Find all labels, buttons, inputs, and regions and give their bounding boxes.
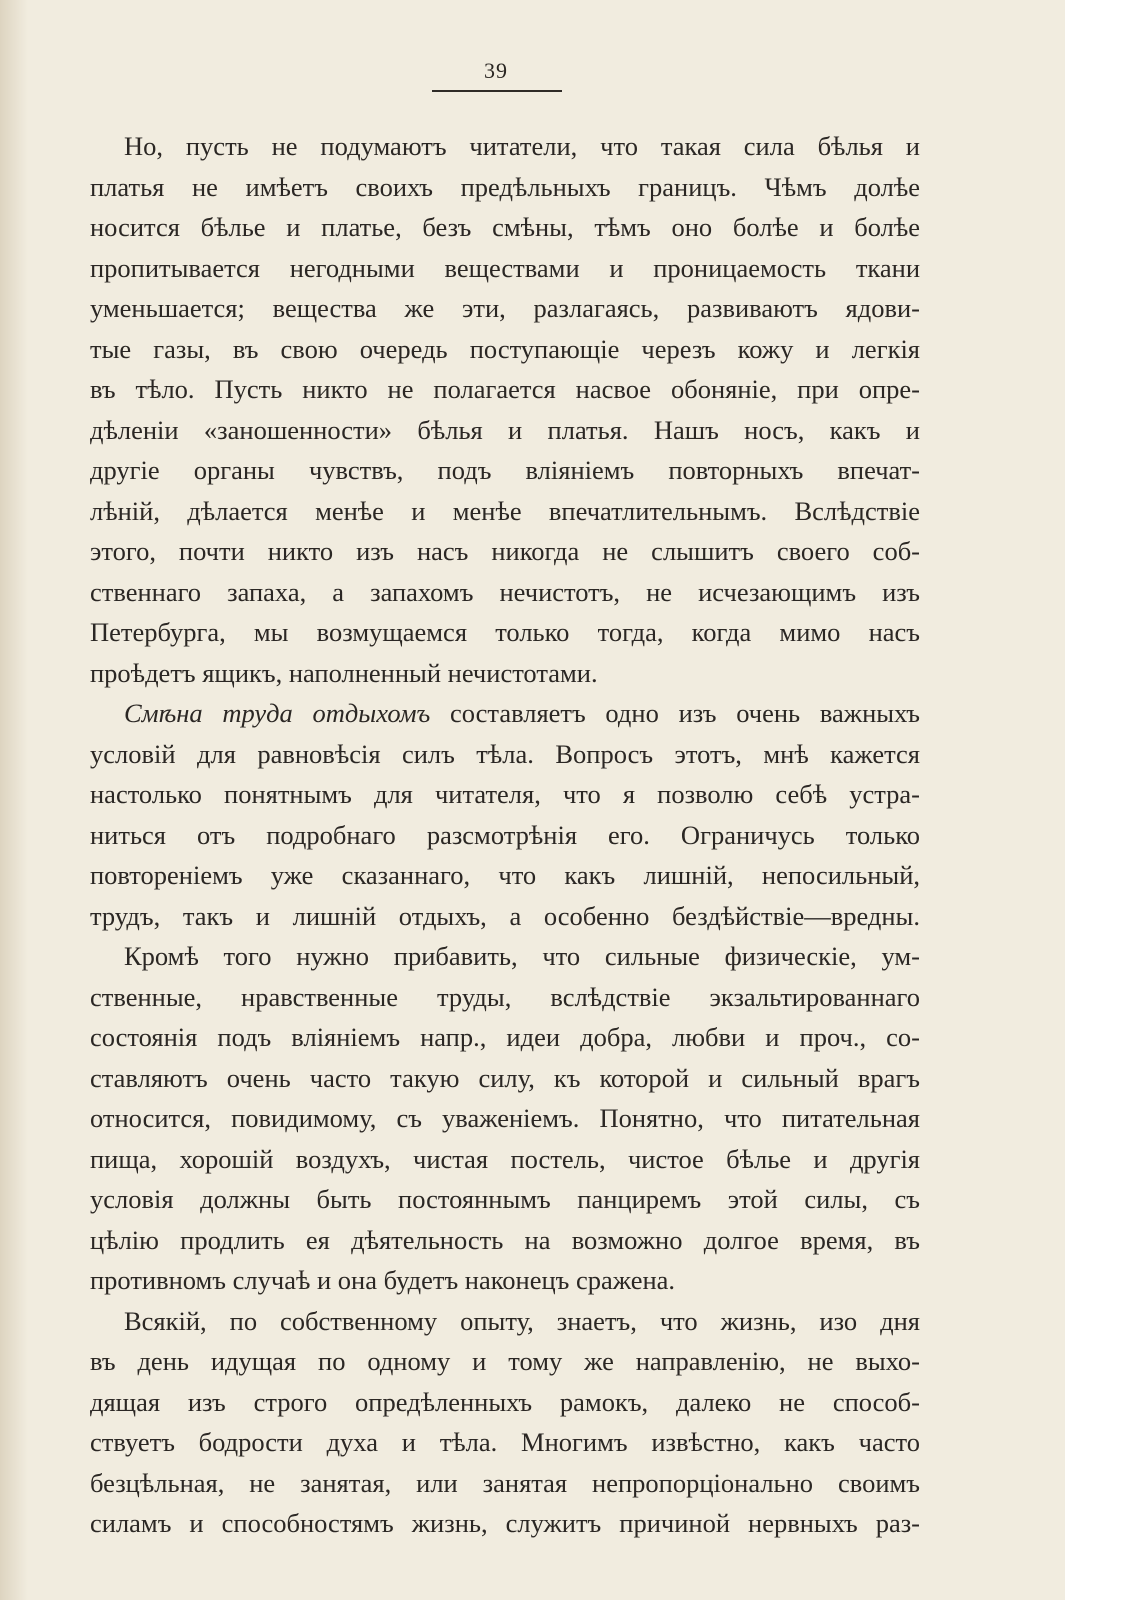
text-line: ственные, нравственные труды, вслѣдствіе экзальтированнаго <box>90 981 920 1012</box>
text-line: состоянія подъ вліяніемъ напр., идеи добра, любви и проч., со- <box>90 1022 920 1052</box>
page-margin-outside <box>1065 0 1131 1600</box>
text-line: носится бѣлье и платье, безъ смѣны, тѣмъ оно болѣе и болѣе <box>90 212 920 242</box>
text-line: условія должны быть постояннымъ панциремъ этой силы, съ <box>90 1184 920 1214</box>
text-line: цѣлію продлить ея дѣятельность на возможно долгое время, въ <box>90 1224 920 1255</box>
text-line: относится, повидимому, съ уваженіемъ. Понятно, что питательная <box>90 1103 920 1133</box>
text-line: ственнаго запаха, а запахомъ нечистотъ, не исчезающимъ изъ <box>90 576 920 607</box>
text-line: дѣленіи «заношенности» бѣлья и платья. Нашъ носъ, какъ и <box>90 414 920 445</box>
text-line: дящая изъ строго опредѣленныхъ рамокъ, далеко не способ- <box>90 1386 920 1417</box>
text-line: Петербурга, мы возмущаемся только тогда, когда мимо насъ <box>90 617 920 647</box>
text-line: Кромѣ того нужно прибавить, что сильные физическіе, ум- <box>124 941 920 971</box>
text-line: уменьшается; вещества же эти, разлагаясь, развиваютъ ядови- <box>90 293 920 323</box>
text-line: настолько понятнымъ для читателя, что я позволю себѣ устра- <box>90 779 920 809</box>
text-line: условій для равновѣсія силъ тѣла. Вопросъ этотъ, мнѣ кажется <box>90 738 920 769</box>
text-line: въ день идущая по одному и тому же направленію, не выхо- <box>90 1346 920 1376</box>
text-line: лѣній, дѣлается менѣе и менѣе впечатлительнымъ. Вслѣдствіе <box>90 495 920 526</box>
text-line: платья не имѣетъ своихъ предѣльныхъ границъ. Чѣмъ долѣе <box>90 171 920 202</box>
text-line: повтореніемъ уже сказаннаго, что какъ лишній, непосильный, <box>90 860 920 890</box>
text-line: ставляютъ очень часто такую силу, къ которой и сильный врагъ <box>90 1062 920 1093</box>
text-line: ниться отъ подробнаго разсмотрѣнія его. Ограничусь только <box>90 819 920 850</box>
text-line: ствуетъ бодрости духа и тѣла. Многимъ извѣстно, какъ часто <box>90 1427 920 1457</box>
text-line: силамъ и способностямъ жизнь, служитъ причиной нервныхъ раз- <box>90 1508 920 1538</box>
italic-lead: Смѣна труда отдыхомъ <box>124 698 431 728</box>
text-line: противномъ случаѣ и она будетъ наконецъ сражена. <box>90 1265 676 1295</box>
text-line: пропитывается негодными веществами и проницаемость ткани <box>90 252 920 283</box>
text-line: пища, хорошій воздухъ, чистая постель, чистое бѣлье и другія <box>90 1143 920 1174</box>
text-line: тые газы, въ свою очередь поступающіе черезъ кожу и легкія <box>90 333 920 364</box>
text-line: проѣдетъ ящикъ, наполненный нечистотами. <box>90 657 598 688</box>
text-line: безцѣльная, не занятая, или занятая непропорціонально своимъ <box>90 1467 920 1498</box>
text-line: другіе органы чувствъ, подъ вліяніемъ повторныхъ впечат- <box>90 455 920 485</box>
text-line: этого, почти никто изъ насъ никогда не слышитъ своего соб- <box>90 536 920 566</box>
text-line: трудъ, такъ и лишній отдыхъ, а особенно бездѣйствіе—вредны. <box>90 900 920 931</box>
page-number: 39 <box>484 58 508 83</box>
page-number-rule <box>432 90 562 92</box>
first-line-rest: составляетъ одно изъ очень важныхъ <box>449 698 921 728</box>
text-line: въ тѣло. Пусть никто не полагается насвое обоняніе, при опре- <box>90 374 920 404</box>
body-text <box>90 126 920 1544</box>
text-line: Но, пусть не подумаютъ читатели, что такая сила бѣлья и <box>124 131 920 161</box>
spine-shadow <box>0 0 28 1600</box>
text-line-with-italic-lead <box>90 693 920 734</box>
text-line: Всякій, по собственному опыту, знаетъ, что жизнь, изо дня <box>124 1305 920 1336</box>
